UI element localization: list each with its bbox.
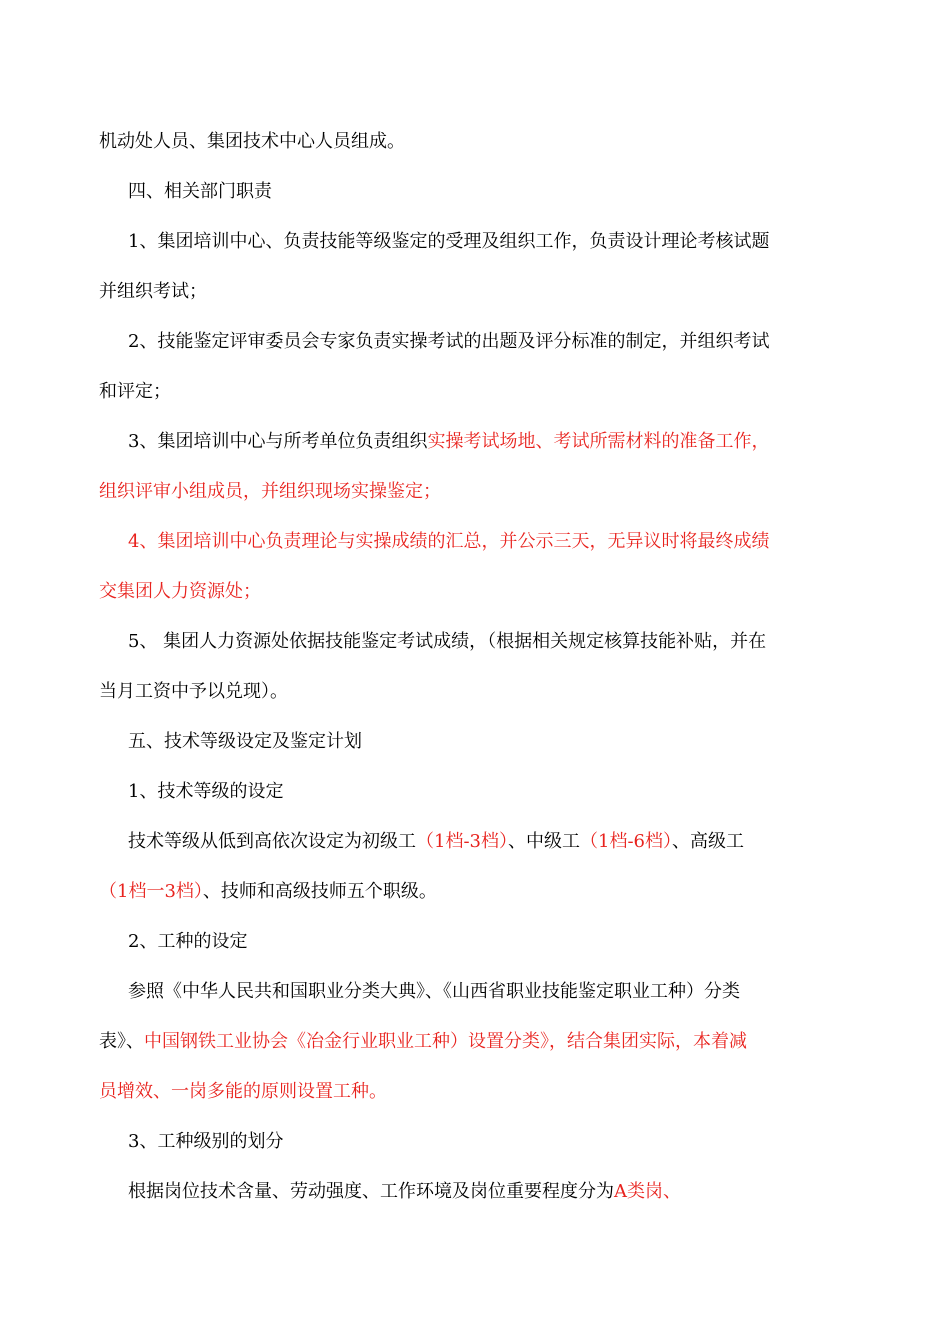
text-line — [99, 680, 288, 704]
body-text: 四、相关部门职责 — [128, 181, 272, 202]
highlighted-text: A类岗、 — [614, 1181, 681, 1202]
body-text: 并组织考试； — [99, 281, 207, 302]
body-text: 技术等级从低到高依次设定为初级工 — [128, 831, 416, 852]
text-line — [99, 1030, 747, 1054]
body-text: 5、 集团人力资源处依据技能鉴定考试成绩，（根据相关规定核算技能补贴，并在 — [128, 631, 767, 652]
body-text: 表》、 — [99, 1031, 144, 1052]
body-text: 、中级工 — [508, 831, 580, 852]
text-line — [128, 330, 769, 354]
body-text: 1、集团培训中心、负责技能等级鉴定的受理及组织工作，负责设计理论考核试题 — [128, 231, 770, 252]
highlighted-text: （1档-3档） — [416, 831, 508, 852]
highlighted-text: 中国钢铁工业协会《冶金行业职业工种）设置分类》，结合集团实际，本着减 — [144, 1031, 747, 1052]
body-text: 、技师和高级技师五个职级。 — [202, 881, 437, 902]
text-line — [128, 980, 740, 1004]
text-line — [128, 630, 766, 654]
text-line — [99, 480, 441, 504]
body-text: 参照《中华人民共和国职业分类大典》、《山西省职业技能鉴定职业工种）分类 — [128, 981, 740, 1002]
body-text: 2、技能鉴定评审委员会专家负责实操考试的出题及评分标准的制定，并组织考试 — [128, 331, 770, 352]
body-text: 根据岗位技术含量、劳动强度、工作环境及岗位重要程度分为 — [128, 1181, 614, 1202]
body-text: 1、技术等级的设定 — [128, 781, 284, 802]
text-line — [99, 580, 261, 604]
body-text: 和评定； — [99, 381, 171, 402]
text-line — [128, 230, 769, 254]
body-text: 机动处人员、集团技术中心人员组成。 — [99, 131, 405, 152]
text-line — [128, 180, 272, 204]
text-line — [99, 1080, 387, 1104]
text-line — [128, 1130, 283, 1154]
text-line — [99, 880, 437, 904]
highlighted-text: （1档一3档） — [99, 881, 203, 902]
body-text: 五、技术等级设定及鉴定计划 — [128, 731, 362, 752]
highlighted-text: 交集团人力资源处； — [99, 581, 261, 602]
highlighted-text: 组织评审小组成员，并组织现场实操鉴定； — [99, 481, 441, 502]
body-text: 3、集团培训中心与所考单位负责组织 — [128, 431, 428, 452]
text-line — [128, 930, 247, 954]
highlighted-text: （1档-6档） — [580, 831, 672, 852]
text-line — [128, 530, 769, 554]
highlighted-text: 员增效、一岗多能的原则设置工种。 — [99, 1081, 387, 1102]
highlighted-text: 4、集团培训中心负责理论与实操成绩的汇总，并公示三天，无异议时将最终成绩 — [128, 531, 770, 552]
text-line — [99, 380, 171, 404]
highlighted-text: 实操考试场地、考试所需材料的准备工作， — [427, 431, 770, 452]
text-line — [99, 130, 405, 154]
body-text: 、高级工 — [672, 831, 744, 852]
body-text: 3、工种级别的划分 — [128, 1131, 284, 1152]
text-line — [128, 730, 362, 754]
body-text: 当月工资中予以兑现）。 — [99, 681, 288, 702]
text-line — [128, 830, 744, 854]
body-text: 2、工种的设定 — [128, 931, 248, 952]
text-line — [128, 780, 283, 804]
text-line — [99, 280, 207, 304]
text-line — [128, 1180, 681, 1204]
text-line — [128, 430, 769, 454]
